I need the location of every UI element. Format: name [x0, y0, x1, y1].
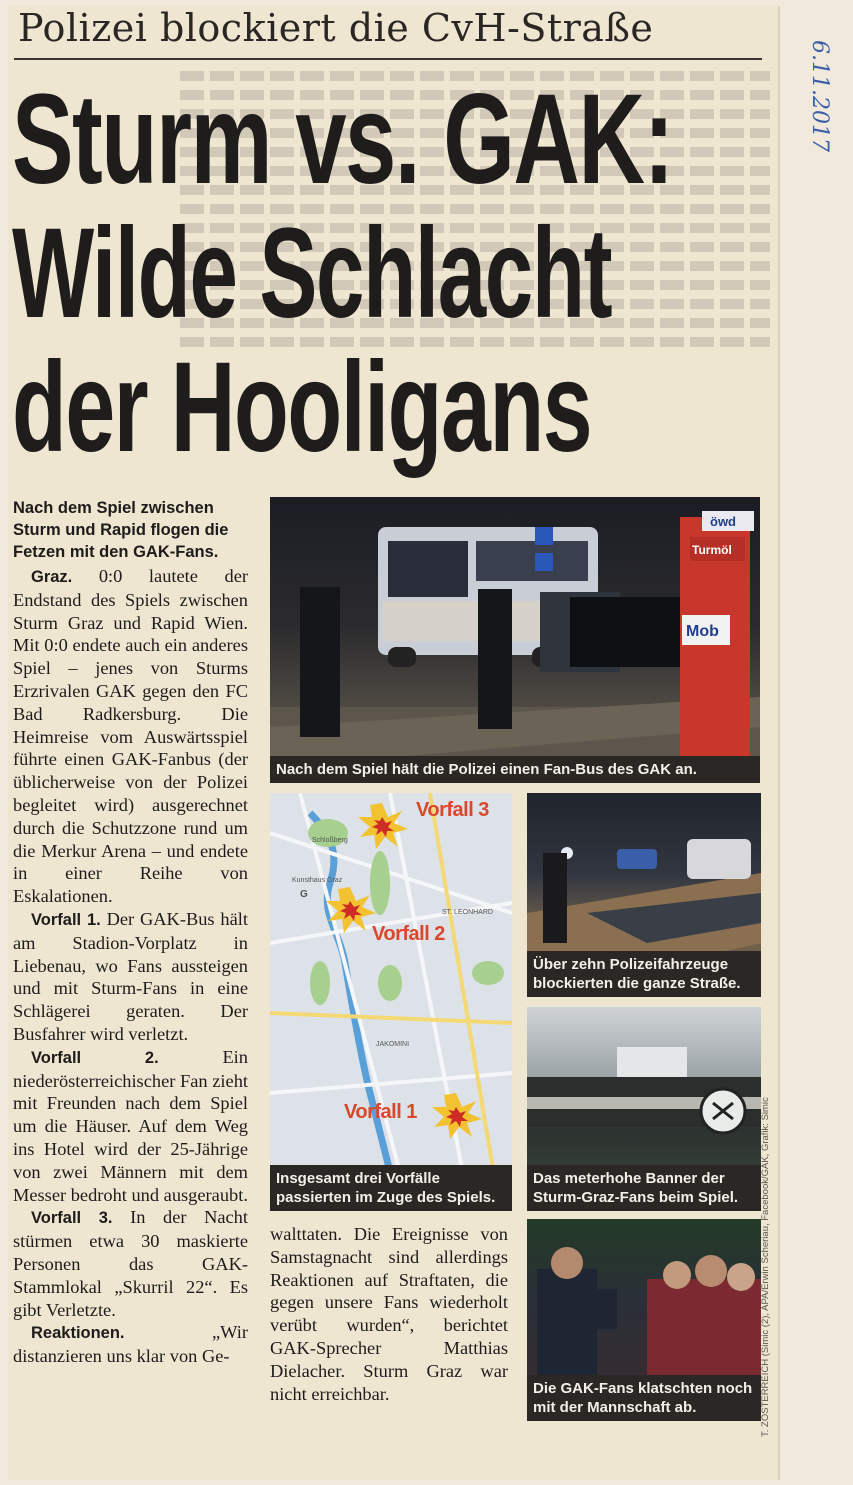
- runin-reaktionen: Reaktionen.: [31, 1324, 125, 1343]
- map-label-vorfall-2: Vorfall 2: [372, 923, 445, 945]
- sign-turmoel: Turmöl: [692, 543, 732, 557]
- paragraph-text: In der Nacht stürmen etwa 30 maskierte Personen das GAK-Stammlokal „Skurril 22“. Es gibt Verletzte.: [13, 1207, 248, 1320]
- photo-fan-bus: [270, 497, 760, 783]
- police-officer: [300, 587, 340, 737]
- kicker-headline: Polizei blockiert die CvH-Straße: [18, 6, 654, 50]
- map-label-schlossberg: Schloßberg: [312, 837, 348, 844]
- paragraph-reaktionen-continued: walttaten. Die Ereignisse von Samstagnacht sind allerdings Reaktionen auf Straftaten, die gegen unsere Fans wiederholt verübt wurden“, berichtet GAK-Sprecher Matthias Dielacher. Sturm Graz war nicht erreichbar.: [270, 1224, 508, 1404]
- photo-gak-fans: [527, 1219, 761, 1421]
- paragraph-text: „Wir distanzieren uns klar von Ge-: [13, 1322, 248, 1367]
- map-label-vorfall-1: Vorfall 1: [344, 1101, 417, 1123]
- paragraph-text: Der GAK-Bus hält am Stadion-Vorplatz in Liebenau, wo Fans aussteigen und mit Sturm-Fans in eine Schlägerei geraten. Der Busfahrer wird verletzt.: [13, 908, 248, 1044]
- handwritten-date-text: 6.11.2017: [807, 40, 832, 152]
- article-column-left: [13, 497, 248, 1368]
- headline-line-2: Wilde Schlacht: [12, 202, 612, 345]
- sign-oewd: öwd: [710, 514, 736, 529]
- runin-graz: Graz.: [31, 568, 73, 586]
- paragraph-vorfall-2: [13, 1046, 248, 1207]
- paragraph-reaktionen: [13, 1321, 248, 1368]
- article-lead: Nach dem Spiel zwischen Sturm und Rapid flogen die Fetzen mit den GAK-Fans.: [13, 499, 229, 561]
- map-marker-g: G: [300, 889, 308, 900]
- paragraph-text: Ein niederösterreichischer Fan zieht mit Freunden nach dem Spiel um die Häuser. Auf dem Weg ins Hotel wird der 25-Jährige von zwei Männern mit dem Messer bedroht und ausgeraubt.: [13, 1046, 248, 1205]
- runin-vorfall-1: Vorfall 1.: [31, 910, 101, 929]
- paragraph-vorfall-1: [13, 908, 248, 1046]
- headline-line-1: Sturm vs. GAK:: [12, 68, 673, 211]
- kicker-rule: [14, 58, 762, 60]
- caption-fans: Die GAK-Fans klatschten noch mit der Mannschaft ab.: [527, 1375, 761, 1421]
- sign-mobil: Mob: [686, 623, 719, 640]
- map-graz: [270, 793, 512, 1211]
- runin-vorfall-3: Vorfall 3.: [31, 1209, 113, 1228]
- handwritten-date: [800, 30, 846, 180]
- caption-police: Über zehn Polizeifahrzeuge blockierten die ganze Straße.: [527, 951, 761, 997]
- map-label-jakomini: JAKOMINI: [376, 1041, 410, 1048]
- photo-credit: T. ZOSTERREICH (Simic (2), APA/Erwin Scheriau, Facebook/GAK, Grafik: Simic: [760, 1097, 771, 1437]
- photo-police-vehicles: [527, 793, 761, 997]
- map-label-kunsthaus: Kunsthaus Graz: [292, 877, 343, 884]
- photo-stadium-banner: [527, 1007, 761, 1211]
- caption-map: Insgesamt drei Vorfälle passierten im Zuge des Spiels.: [270, 1165, 512, 1211]
- fan-bus-illustration: [270, 497, 760, 783]
- headline-line-3: der Hooligans: [12, 336, 592, 479]
- map-label-vorfall-3: Vorfall 3: [416, 799, 489, 821]
- runin-vorfall-2: Vorfall 2.: [31, 1048, 159, 1067]
- map-illustration: [270, 793, 512, 1211]
- map-label-st-leonhard: ST. LEONHARD: [442, 909, 493, 916]
- article-column-continued: [270, 1223, 508, 1405]
- paragraph-text: 0:0 lautete der Endstand des Spiels zwischen Sturm Graz und Rapid Wien. Mit 0:0 endete auch ein anderes Spiel – jenes von Sturms Erzrivalen GAK gegen den FC Bad Radkersburg. Die Heimreise vom Auswärtsspiel führte einen GAK-Fanbus (der üblicherweise von der Polizei begleitet wird) ausgerechnet durch die Schutzzone rund um die Merkur Arena – und endete in einer Reihe von Eskalationen.: [13, 566, 248, 907]
- paragraph-graz: [13, 565, 248, 908]
- caption-bus: Nach dem Spiel hält die Polizei einen Fan-Bus des GAK an.: [270, 756, 760, 783]
- paragraph-vorfall-3: [13, 1206, 248, 1321]
- caption-stadium: Das meterhohe Banner der Sturm-Graz-Fans beim Spiel.: [527, 1165, 761, 1211]
